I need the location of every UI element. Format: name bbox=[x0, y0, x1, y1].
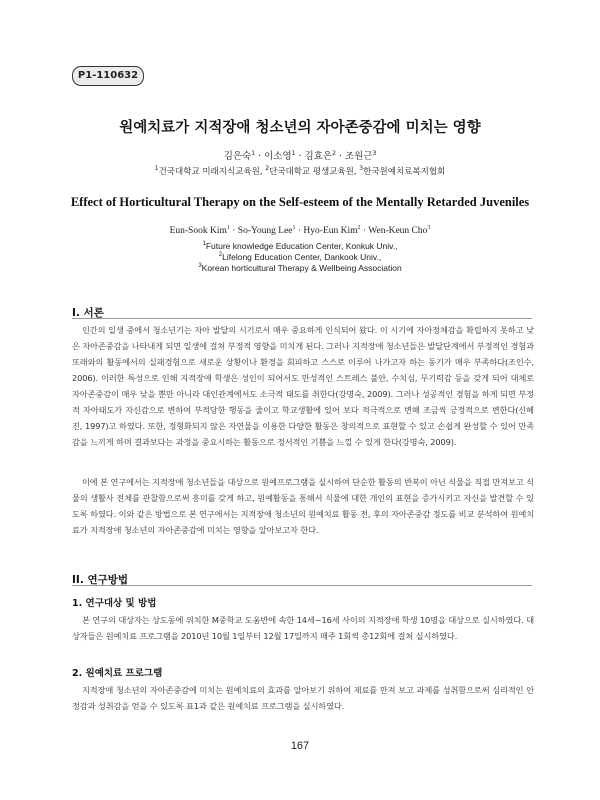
authors-korean bbox=[60, 148, 540, 162]
author-name: 김은숙 bbox=[223, 151, 252, 162]
section-heading-methods: II. 연구방법 bbox=[72, 574, 129, 586]
author-name: 조원근 bbox=[344, 151, 373, 162]
subjects-paragraph: 본 연구의 대상자는 상도동에 위치한 M중학교 도움반에 속한 14세~16세 사이의 지적장애 학생 10명을 대상으로 실시하였다. 대상자들은 원예치료 프로그램을 2010년 10월 1일부터 12월 17일까지 매주 1회씩 총12회에 걸쳐 실시하였다. bbox=[72, 615, 534, 641]
author-affil-sup: 1 bbox=[291, 150, 296, 157]
affil-sup: 2 bbox=[265, 165, 270, 172]
author-separator: · bbox=[295, 151, 305, 162]
affil-sup: 1 bbox=[202, 241, 206, 247]
author-name: Wen-Keun Cho bbox=[368, 226, 428, 236]
author-separator: · bbox=[295, 226, 304, 236]
author-affil-sup: 1 bbox=[292, 225, 296, 231]
author-affil-sup: 1 bbox=[251, 150, 256, 157]
authors-english bbox=[60, 226, 540, 236]
subsection-heading-program: 2. 원예치료 프로그램 bbox=[72, 668, 163, 679]
affil-sup: 3 bbox=[359, 165, 364, 172]
affiliation-text: Korean horticultural Therapy & Wellbeing Association bbox=[201, 263, 402, 273]
affil-sup: 1 bbox=[154, 165, 159, 172]
author-affil-sup: 2 bbox=[357, 225, 361, 231]
author-affil-sup: 3 bbox=[372, 150, 377, 157]
author-name: So-Young Lee bbox=[237, 226, 293, 236]
affiliation-text: 건국대학교 미래지식교육원, bbox=[158, 167, 263, 177]
author-affil-sup: 3 bbox=[427, 225, 431, 231]
affiliation-text: 한국원예치료복지협회 bbox=[363, 167, 446, 177]
author-separator: · bbox=[335, 151, 345, 162]
author-affil-sup: 1 bbox=[226, 225, 230, 231]
author-separator: · bbox=[255, 151, 265, 162]
subsection-heading-subjects: 1. 연구대상 및 방법 bbox=[72, 598, 157, 609]
author-affil-sup: 2 bbox=[332, 150, 336, 157]
affiliations-korean bbox=[60, 165, 540, 177]
section-divider bbox=[72, 318, 532, 319]
affiliation-text: 단국대학교 평생교육원, bbox=[269, 167, 357, 177]
introduction-paragraph-1: 인간의 일생 중에서 청소년기는 자아 발달의 시기로서 매우 중요하게 인식되어 왔다. 이 시기에 자아정체감을 확립하지 못하고 낮은 자아존중감을 나타내게 되면 일생에 걸쳐 부정적 영향을 미치게 된다. 그러나 지적장애 청소년들은 발달단계에서 부정적인 경험과 또래와의 활동에서의 실패경험으로 새로운 상황이나 환경을 회피하고 스스로 이루어 나가고자 하는 동기가 매우 부족하다(조인수, 2006). 이러한 특성으로 인해 지적장애 학생은 성인이 되어서도 만성적인 스트레스 불안, 수치심, 무기력감 등을 갖게 되어 대체로 자아존중감이 매우 낮을 뿐만 아니라 대인관계에서도 소극적 태도를 취한다(강명숙, 2009). 그러나 성공적인 경험을 하게 되면 부정적 자아태도가 자신감으로 변하여 부적당한 행동을 줄이고 학교생활에 있어 보다 적극적으로 변해 조금씩 긍정적으로 변한다(신혜진, 1997)고 하였다. 또한, 정형화되지 않은 자연물을 이용한 다양한 활동은 창의적으로 표현할 수 있고 손쉽게 완성할 수 있어 만족감을 느끼게 하며 결과보다는 과정을 중요시하는 활동으로 정서적인 기쁨을 느낄 수 있게 한다(강명숙, 2009). bbox=[72, 325, 534, 447]
affiliation-english-3 bbox=[60, 263, 540, 273]
paper-id-badge: P1-110632 bbox=[72, 66, 144, 86]
section-heading-introduction: I. 서론 bbox=[72, 307, 104, 319]
author-name: 이소영 bbox=[264, 151, 292, 162]
affil-sup: 2 bbox=[218, 252, 223, 258]
section-divider bbox=[72, 585, 532, 586]
title-korean: 원예치료가 지적장애 청소년의 자아존중감에 미치는 영향 bbox=[119, 119, 481, 136]
author-name: Hyo-Eun Kim bbox=[303, 226, 358, 236]
page-number: 167 bbox=[290, 740, 310, 752]
affiliation-english-2 bbox=[60, 252, 540, 262]
affil-sup: 3 bbox=[198, 263, 202, 269]
author-name: Eun-Sook Kim bbox=[169, 226, 227, 236]
affiliation-english-1 bbox=[60, 241, 540, 251]
affiliation-text: Lifelong Education Center, Dankook Univ., bbox=[222, 252, 382, 262]
affiliation-text: Future knowledge Education Center, Konkuk Univ., bbox=[205, 241, 398, 251]
program-paragraph: 지적장애 청소년의 자아존중감에 미치는 원예치료의 효과를 알아보기 위하여 재료를 만져 보고 과제를 성취함으로써 심리적인 안정감과 성취감을 얻을 수 있도록 표1과 같은 원예치료 프로그램을 실시하였다. bbox=[72, 685, 534, 711]
title-english: Effect of Horticultural Therapy on the Self-esteem of the Mentally Retarded Juveniles bbox=[70, 195, 530, 209]
author-separator: · bbox=[229, 226, 238, 236]
introduction-paragraph-2: 이에 본 연구에서는 지적장애 청소년들을 대상으로 원예프로그램을 실시하여 단순한 활동의 반복이 아닌 식물을 직접 만져보고 식물의 생활사 전체를 관찰함으로써 흥미를 갖게 하고, 원예활동을 통해서 식물에 대한 개인의 표현을 증가시키고 자신을 발견할 수 있도록 하였다. 이와 같은 방법으로 본 연구에서는 지적장애 청소년의 원예치료 활동 전, 후의 자아존중감 정도를 비교 분석하여 원예치료가 지적장애 청소년의 자아존중감에 미치는 영향을 알아보고자 한다. bbox=[72, 477, 534, 535]
author-name: 김효은 bbox=[304, 151, 333, 162]
author-separator: · bbox=[360, 226, 369, 236]
